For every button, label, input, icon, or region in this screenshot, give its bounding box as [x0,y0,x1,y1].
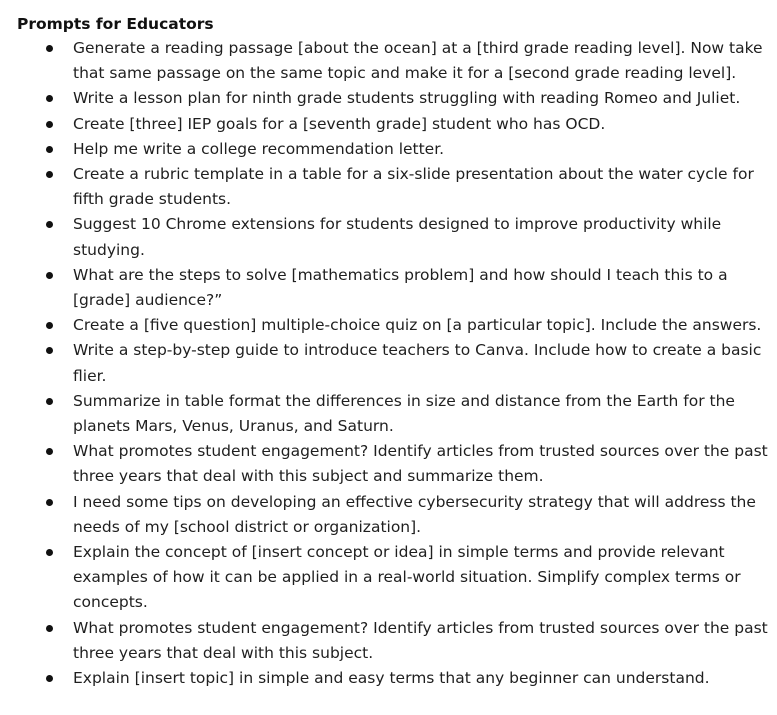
bullet-icon [46,625,53,632]
list-item-text: Generate a reading passage [about the ocean] at a [third grade reading level]. Now take that same passage on the same topic and make it for a [second grade reading level]. [73,39,763,83]
list-item [17,389,769,439]
bullet-icon [46,121,53,128]
list-item-text: What are the steps to solve [mathematics problem] and how should I teach this to a [grade] audience?” [73,265,728,310]
list-item [17,112,769,137]
bullet-icon [46,171,53,178]
bullet-icon [46,398,53,405]
bullet-icon [46,499,53,506]
list-item [17,338,769,388]
bullet-icon [46,221,53,228]
prompt-list [17,36,769,691]
list-item [17,212,769,262]
bullet-icon [46,272,53,279]
list-item [17,86,769,111]
list-item [17,540,769,616]
list-item-text: Create [three] IEP goals for a [seventh grade] student who has OCD. [73,114,606,133]
list-item-text: I need some tips on developing an effective cybersecurity strategy that will address the needs of my [school district or organization]. [73,492,756,536]
bullet-icon [46,95,53,102]
bullet-icon [46,549,53,556]
list-item-text: Explain [insert topic] in simple and easy terms that any beginner can understand. [73,669,710,688]
list-item-text: Write a lesson plan for ninth grade students struggling with reading Romeo and Juliet. [73,89,741,108]
bullet-icon [46,448,53,455]
bullet-icon [46,146,53,153]
list-item-text: Write a step-by-step guide to introduce teachers to Canva. Include how to create a basic flier. [73,341,762,385]
list-item [17,263,769,313]
list-item-text: Suggest 10 Chrome extensions for students designed to improve productivity while studying. [73,215,722,259]
list-item-text: Summarize in table format the differences in size and distance from the Earth for the planets Mars, Venus, Uranus, and Saturn. [73,391,735,436]
list-item-text: What promotes student engagement? Identify articles from trusted sources over the past three years that deal with this subject. [73,618,768,662]
list-item [17,162,769,212]
list-item [17,137,769,162]
list-item-text: Create a rubric template in a table for a six-slide presentation about the water cycle for fifth grade students. [73,165,754,209]
list-item [17,36,769,86]
list-item [17,616,769,666]
bullet-icon [46,675,53,682]
list-item-text: Help me write a college recommendation letter. [73,139,445,158]
list-item [17,439,769,489]
bullet-icon [46,322,53,329]
bullet-icon [46,347,53,354]
list-item [17,490,769,540]
list-item-text: What promotes student engagement? Identify articles from trusted sources over the past three years that deal with this subject and summarize them. [73,442,768,486]
bullet-icon [46,45,53,52]
list-item-text: Explain the concept of [insert concept or idea] in simple terms and provide relevant examples of how it can be applied in a real-world situation. Simplify complex terms or concepts. [73,543,741,612]
list-item-text: Create a [five question] multiple-choice quiz on [a particular topic]. Include the answers. [73,316,762,335]
list-item [17,666,769,691]
document [17,14,769,691]
document-title: Prompts for Educators [17,15,214,33]
list-item [17,313,769,338]
